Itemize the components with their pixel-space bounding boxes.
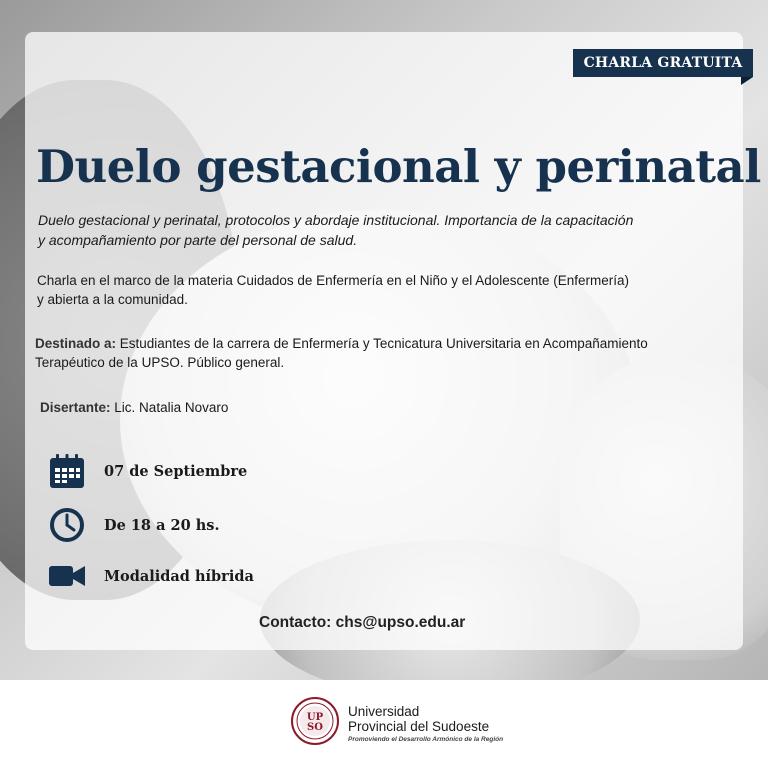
contact-email: Contacto: chs@upso.edu.ar (259, 614, 466, 631)
svg-text:SO: SO (307, 722, 323, 733)
svg-text:UP: UP (306, 712, 324, 723)
event-mode: Modalidad híbrida (104, 567, 254, 585)
subtitle-line-1: Duelo gestacional y perinatal, protocolos y abordaje institucional. Importancia de la capacitación (38, 212, 634, 228)
badge-fold (741, 77, 753, 85)
subtitle-line-2: y acompañamiento por parte del personal de salud. (38, 232, 358, 248)
page-title: Duelo gestacional y perinatal (36, 140, 761, 193)
description (37, 271, 727, 309)
university-name-line-1: Universidad (348, 704, 420, 719)
video-camera-icon (48, 557, 86, 595)
audience-label: Destinado a: (35, 336, 117, 351)
audience (35, 334, 745, 372)
description-line-2: y abierta a la comunidad. (37, 292, 188, 307)
audience-text-line-1: Estudiantes de la carrera de Enfermería y Tecnicatura Universitaria en Acompañamiento (119, 336, 648, 351)
university-logo-block (290, 696, 503, 751)
speaker-label: Disertante: (40, 400, 111, 415)
university-name-line-2: Provincial del Sudoeste (348, 719, 490, 734)
free-talk-badge: CHARLA GRATUITA (573, 49, 753, 77)
audience-text-line-2: Terapéutico de la UPSO. Público general. (35, 355, 285, 370)
subtitle (38, 210, 718, 250)
clock-icon (48, 506, 86, 544)
description-line-1: Charla en el marco de la materia Cuidados de Enfermería en el Niño y el Adolescente (Enfermería) (37, 273, 630, 288)
date-row (48, 452, 247, 490)
speaker (40, 400, 228, 415)
speaker-name: Lic. Natalia Novaro (114, 400, 229, 415)
mode-row (48, 557, 254, 595)
time-row (48, 506, 220, 544)
upso-seal-icon (290, 696, 340, 751)
university-name (348, 704, 503, 743)
calendar-icon (48, 452, 86, 490)
event-time: De 18 a 20 hs. (104, 516, 220, 534)
university-tagline: Promoviendo el Desarrollo Armónico de la Región (348, 736, 504, 743)
event-date: 07 de Septiembre (104, 462, 248, 480)
